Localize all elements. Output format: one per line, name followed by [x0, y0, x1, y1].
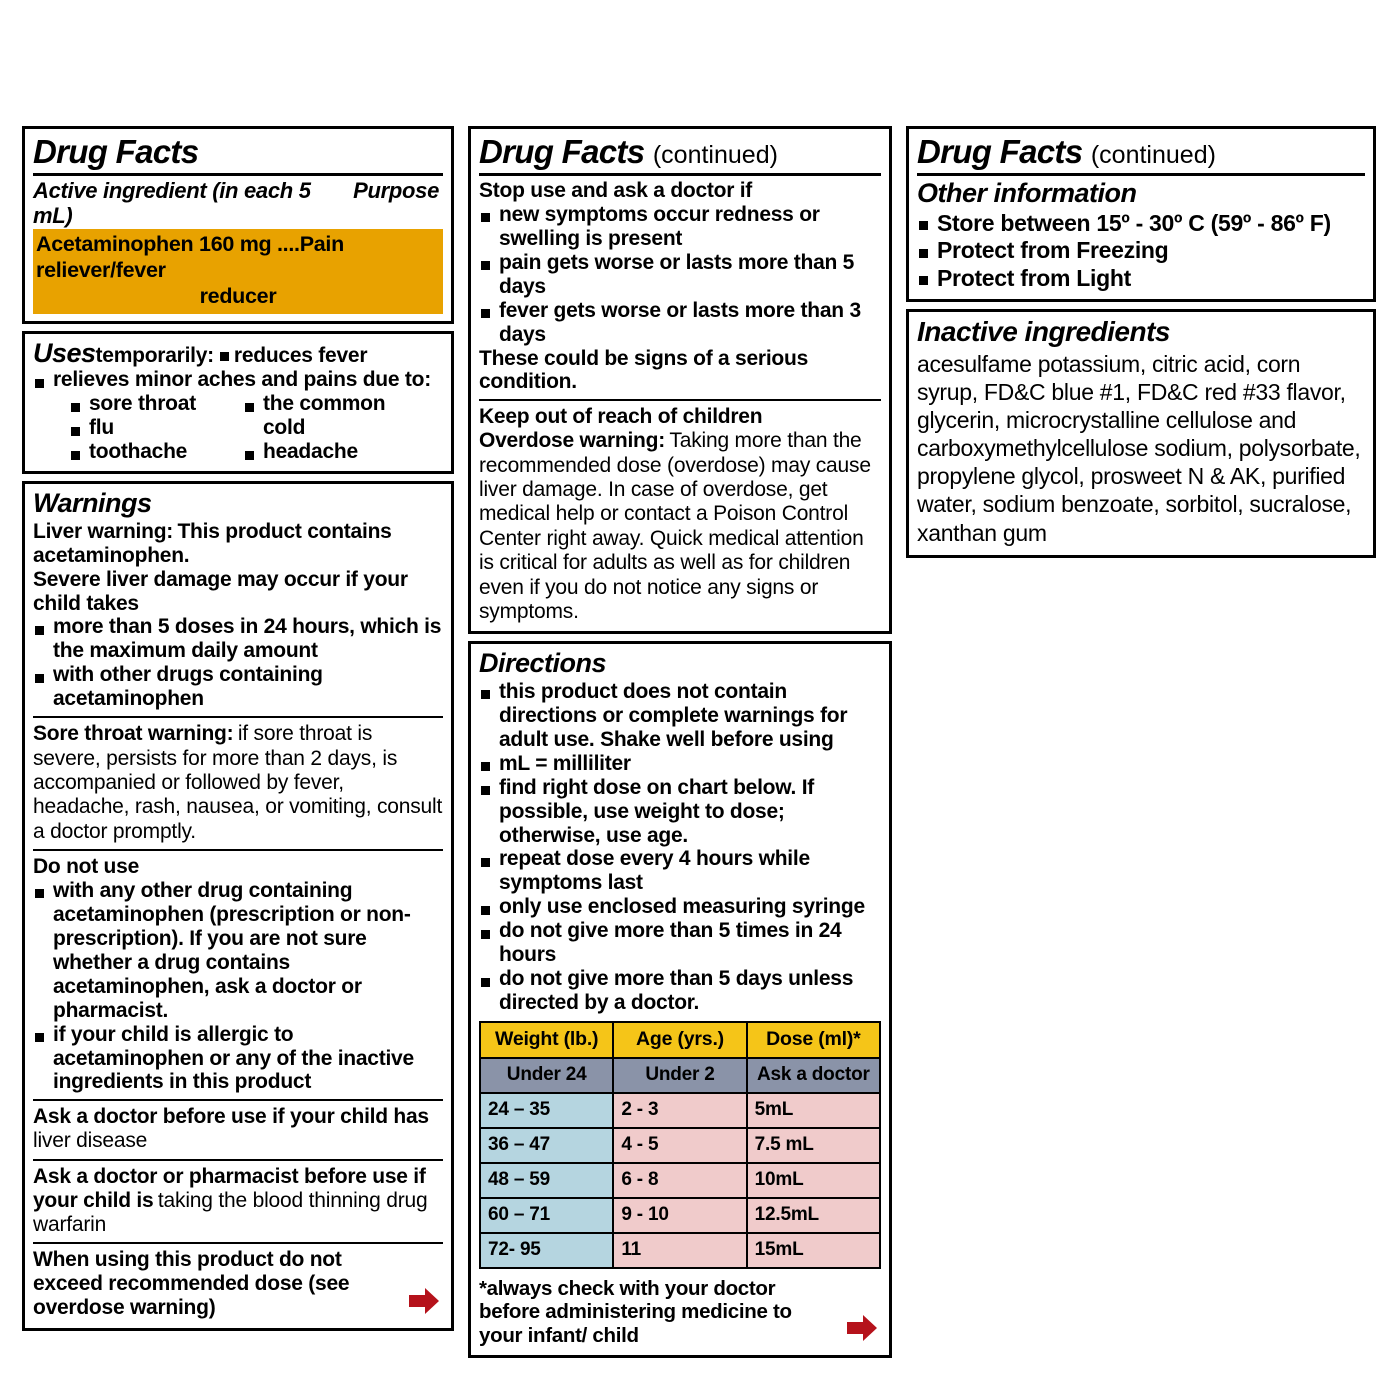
- inactive-ingredients-box: [906, 309, 1376, 557]
- table-row: [480, 1163, 880, 1198]
- list-item: with other drugs containing acetaminophen: [33, 663, 443, 711]
- cell-dose: 7.5 mL: [747, 1128, 880, 1163]
- table-row: [480, 1128, 880, 1163]
- column-3: [906, 126, 1376, 558]
- title-text: Drug Facts: [917, 133, 1083, 170]
- cell-age: 11: [613, 1233, 746, 1268]
- cell-weight: 48 – 59: [480, 1163, 613, 1198]
- column-header-dose: Dose (ml)*: [747, 1022, 880, 1058]
- other-information-box: [906, 126, 1376, 302]
- sore-throat-text: if sore throat is severe, persists for more than 2 days, is accompanied or followed by fever, headache, rash, nausea, or vomiting, consult a doctor promptly.: [33, 722, 443, 843]
- bullet-square-icon: [220, 352, 229, 361]
- keep-out-heading: Keep out of reach of children: [479, 405, 763, 429]
- cell-dose: 10mL: [747, 1163, 880, 1198]
- table-row: [480, 1233, 880, 1268]
- list-item: fever gets worse or lasts more than 3 days: [479, 299, 881, 347]
- list-item: mL = milliliter: [479, 752, 881, 776]
- warnings-box: [22, 481, 454, 1331]
- cell-age: 4 - 5: [613, 1128, 746, 1163]
- cell-weight: 72- 95: [480, 1233, 613, 1268]
- section-divider: [33, 1242, 443, 1244]
- title-text: Drug Facts: [479, 133, 645, 170]
- directions-heading: Directions: [479, 648, 607, 679]
- list-item: find right dose on chart below. If possible, use weight to dose; otherwise, use age.: [479, 776, 881, 848]
- active-ingredient-highlight: [33, 229, 443, 313]
- table-row: [480, 1093, 880, 1128]
- cell-dose: 12.5mL: [747, 1198, 880, 1233]
- cell-dose: 5mL: [747, 1093, 880, 1128]
- list-item: do not give more than 5 days unless directed by a doctor.: [479, 967, 881, 1015]
- do-not-use-heading: Do not use: [33, 855, 139, 879]
- stop-use-bullets: [479, 203, 881, 347]
- stop-use-heading: Stop use and ask a doctor if: [479, 178, 753, 202]
- ask-pharmacist-text: taking the blood thinning drug warfarin: [33, 1188, 428, 1236]
- stop-use-box: [468, 126, 892, 634]
- uses-first-bullet: reduces fever: [233, 343, 368, 367]
- list-item: repeat dose every 4 hours while symptoms last: [479, 847, 881, 895]
- list-item: flu: [69, 416, 237, 440]
- active-ingredient-headers: [33, 179, 443, 228]
- dosing-table: [479, 1021, 881, 1269]
- inactive-ingredients-text: acesulfame potassium, citric acid, corn syrup, FD&C blue #1, FD&C red #33 flavor, glycerin, microcrystalline cellulose and carboxymethylcellulose sodium, polysorbate, propylene glycol, prosweet N & AK, purified water, sodium benzoate, sorbitol, sucralose, xanthan gum: [917, 351, 1361, 546]
- overdose-text: Taking more than the recommended dose (overdose) may cause liver damage. In case of overdose, get medical help or contact a Poison Control Center right away. Quick medical attention is critical for adults as well as for children even if you do not notice any signs or symptoms.: [479, 429, 871, 623]
- page-title: Drug Facts: [33, 133, 199, 170]
- section-divider: [33, 849, 443, 851]
- active-ingredient-line-2: reducer: [199, 283, 277, 308]
- cell-age: 2 - 3: [613, 1093, 746, 1128]
- directions-box: [468, 641, 892, 1358]
- stop-use-tail: These could be signs of a serious condition.: [479, 346, 809, 394]
- list-item: more than 5 doses in 24 hours, which is the maximum daily amount: [33, 615, 443, 663]
- column-1: [22, 126, 454, 1331]
- section-divider: [479, 399, 881, 401]
- table-header-row: [480, 1022, 880, 1058]
- list-item: headache: [243, 440, 411, 464]
- liver-warning-bullets: [33, 615, 443, 711]
- cell-age: 6 - 8: [613, 1163, 746, 1198]
- page-title-continued: [479, 135, 881, 170]
- title-divider: [33, 173, 443, 176]
- cell-weight: Under 24: [480, 1058, 613, 1093]
- sore-throat-warning: [33, 722, 443, 844]
- title-divider: [479, 173, 881, 176]
- section-divider: [33, 716, 443, 718]
- uses-second-bullet: relieves minor aches and pains due to:: [33, 368, 443, 392]
- right-arrow-icon: [845, 1313, 879, 1343]
- ask-doctor-text: liver disease: [33, 1129, 148, 1153]
- liver-warning-text: This product contains acetaminophen.: [33, 519, 392, 567]
- uses-sub-columns: [33, 392, 443, 464]
- uses-bullet-list: [33, 368, 443, 392]
- list-item: Store between 15º - 30º C (59º - 86º F): [917, 210, 1365, 238]
- cell-weight: 60 – 71: [480, 1198, 613, 1233]
- do-not-use-bullets: [33, 879, 443, 1094]
- overdose-warning: [479, 429, 881, 624]
- ask-pharmacist-block: [33, 1165, 443, 1238]
- label-columns: [22, 126, 1378, 1358]
- title-divider: [917, 173, 1365, 176]
- uses-lead: temporarily:: [95, 343, 214, 367]
- section-divider: [33, 1159, 443, 1161]
- list-item: toothache: [69, 440, 237, 464]
- inactive-ingredients-heading: Inactive ingredients: [917, 316, 1170, 348]
- cell-age: 9 - 10: [613, 1198, 746, 1233]
- column-header-weight: Weight (lb.): [480, 1022, 613, 1058]
- list-item: this product does not contain directions or complete warnings for adult use. Shake well before using: [479, 680, 881, 752]
- uses-heading: Uses: [33, 337, 96, 368]
- cell-age: Under 2: [613, 1058, 746, 1093]
- table-row: [480, 1198, 880, 1233]
- dose-table-footnote: *always check with your doctor before administering medicine to your infant/ child: [479, 1277, 792, 1347]
- overdose-label: Overdose warning:: [479, 429, 665, 453]
- column-header-age: Age (yrs.): [613, 1022, 746, 1058]
- uses-sub-left: [69, 392, 237, 464]
- list-item: Protect from Light: [917, 265, 1365, 293]
- sore-throat-label: Sore throat warning:: [33, 722, 234, 746]
- liver-warning-text-2: Severe liver damage may occur if your child takes: [33, 567, 408, 615]
- uses-sub-right: [243, 392, 411, 464]
- column-2: [468, 126, 892, 1358]
- list-item: Protect from Freezing: [917, 237, 1365, 265]
- section-divider: [33, 1099, 443, 1101]
- list-item: sore throat: [69, 392, 237, 416]
- other-information-bullets: [917, 210, 1365, 293]
- cell-dose: Ask a doctor: [747, 1058, 880, 1093]
- table-row: [480, 1058, 880, 1093]
- list-item: with any other drug containing acetaminophen (prescription or non-prescription). If you are not sure whether a drug contains acetaminophen, ask a doctor or pharmacist.: [33, 879, 443, 1023]
- list-item: if your child is allergic to acetaminophen or any of the inactive ingredients in this product: [33, 1023, 443, 1095]
- directions-bullets: [479, 680, 881, 1015]
- list-item: the common cold: [243, 392, 411, 440]
- other-information-heading: Other information: [917, 177, 1137, 208]
- uses-lead-row: [33, 339, 443, 369]
- ask-doctor-block: [33, 1105, 443, 1153]
- uses-box: [22, 331, 454, 474]
- active-ingredient-box: [22, 126, 454, 324]
- cell-weight: 24 – 35: [480, 1093, 613, 1128]
- warnings-heading: Warnings: [33, 488, 152, 519]
- list-item: only use enclosed measuring syringe: [479, 895, 881, 919]
- cell-weight: 36 – 47: [480, 1128, 613, 1163]
- liver-warning-label: Liver warning:: [33, 519, 174, 543]
- active-ingredient-header: Active ingredient (in each 5 mL): [33, 177, 311, 228]
- ask-doctor-label: Ask a doctor before use if your child has: [33, 1105, 429, 1129]
- right-arrow-icon: [407, 1286, 441, 1316]
- page-title-continued: [917, 135, 1365, 170]
- ask-pharmacist-label: Ask a doctor or pharmacist before use if your child is: [33, 1164, 426, 1212]
- list-item: do not give more than 5 times in 24 hours: [479, 919, 881, 967]
- list-item: new symptoms occur redness or swelling is present: [479, 203, 881, 251]
- purpose-header: Purpose: [353, 177, 439, 203]
- active-ingredient-line-1: Acetaminophen 160 mg ....Pain reliever/fever: [36, 232, 344, 283]
- liver-warning: [33, 520, 443, 616]
- list-item: pain gets worse or lasts more than 5 days: [479, 251, 881, 299]
- cell-dose: 15mL: [747, 1233, 880, 1268]
- title-continued-text: (continued): [652, 141, 778, 169]
- when-using-text: When using this product do not exceed recommended dose (see overdose warning): [33, 1248, 350, 1320]
- title-continued-text: (continued): [1090, 141, 1216, 169]
